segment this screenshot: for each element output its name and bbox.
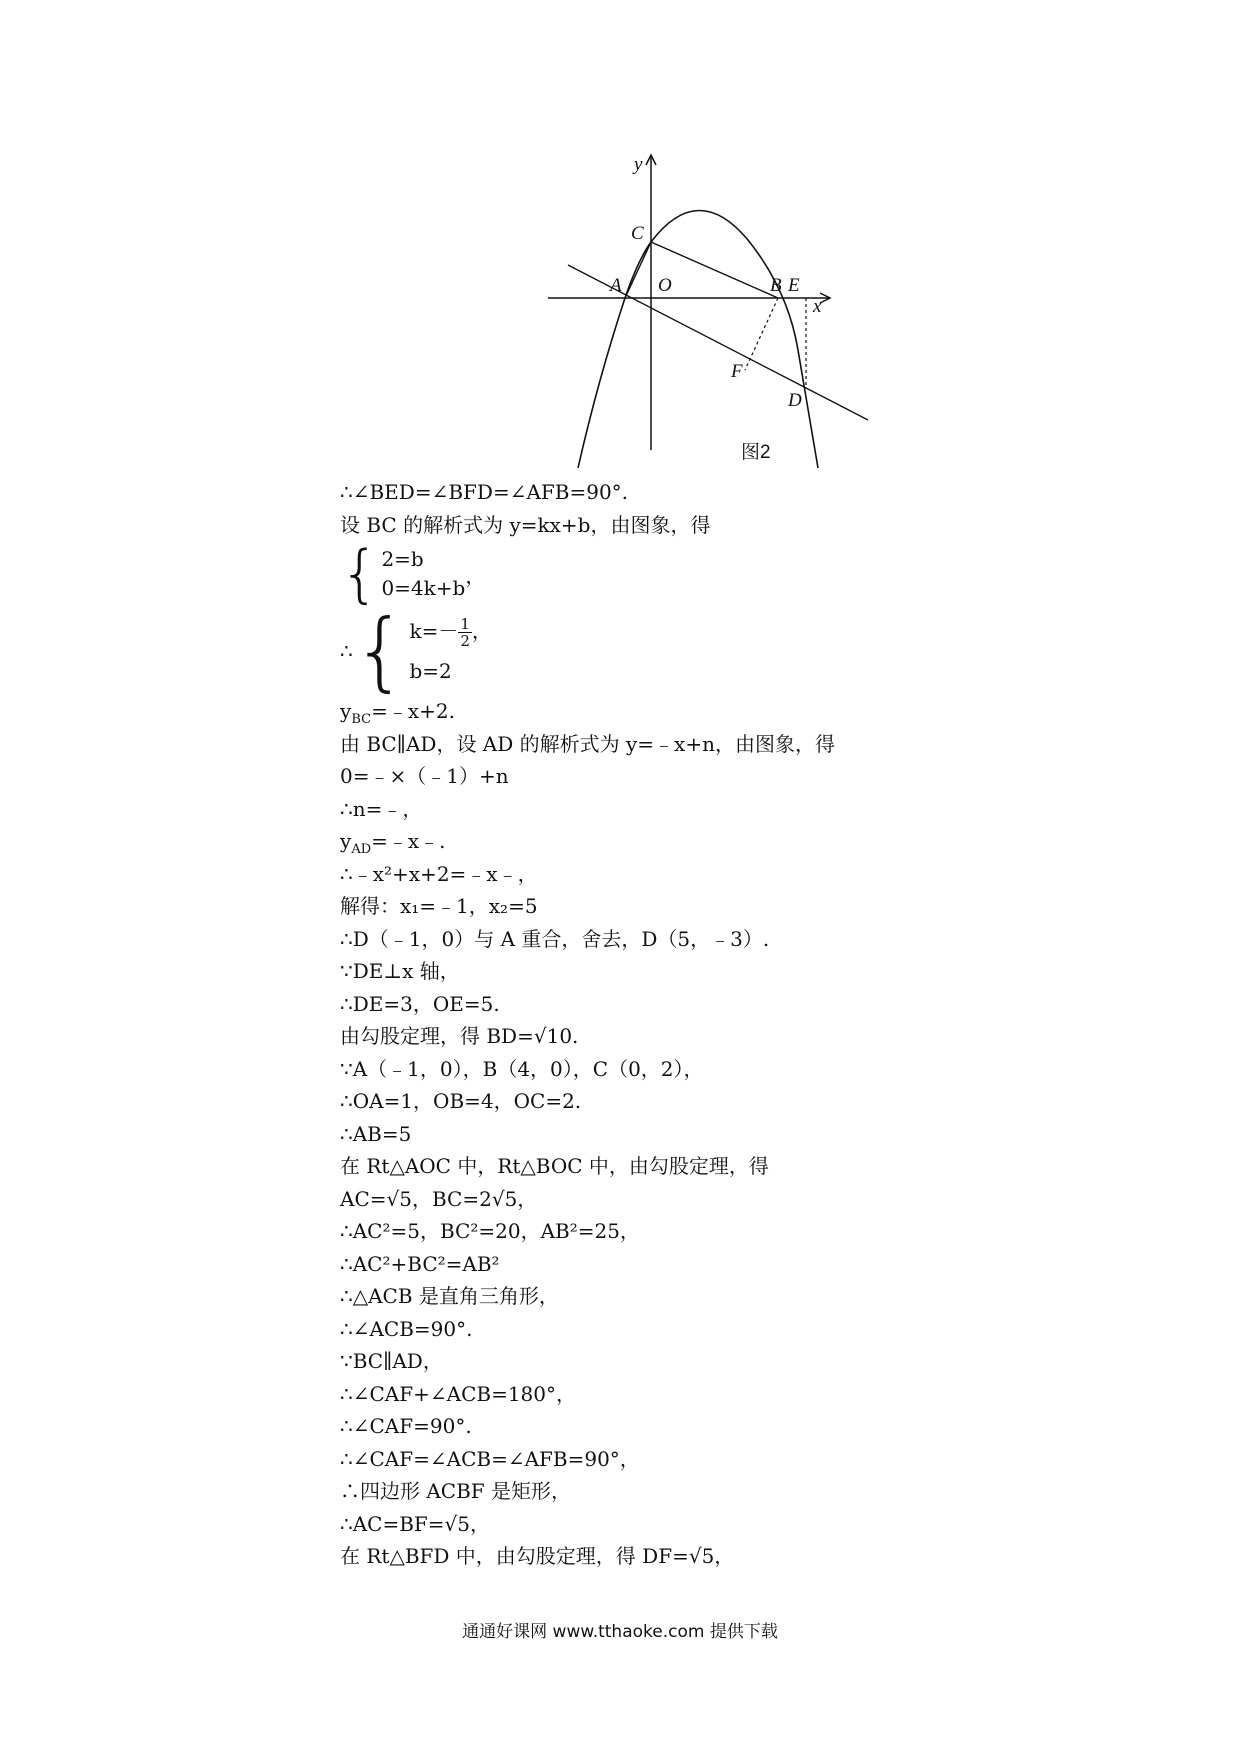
segment-ac <box>625 242 651 298</box>
equation-row: b=2 <box>409 659 452 683</box>
label-a: A <box>610 275 622 296</box>
parabola <box>578 210 818 468</box>
label-o: O <box>658 275 672 296</box>
equation-system-solution <box>340 601 900 701</box>
solution-line: $y_{BC}=﹣x+2$. <box>340 699 455 727</box>
solution-line: ∵DE⊥x 轴， <box>340 959 460 983</box>
solution-line: ∴AC²=5，BC²=20，AB²=25， <box>340 1219 640 1243</box>
solution-line: 在 Rt△AOC 中，Rt△BOC 中，由勾股定理，得 <box>340 1154 769 1178</box>
label-c: C <box>631 223 644 244</box>
solution-line: ∴D（﹣1，0）与 A 重合，舍去，D（5，﹣3）. <box>340 926 770 951</box>
solution-text <box>340 476 900 1573</box>
graph-svg <box>548 150 918 470</box>
solution-line: ∴AB=5 <box>340 1121 412 1146</box>
equation-tail: ， <box>465 563 486 588</box>
equation-row: 2=b <box>381 547 424 571</box>
solution-line: ∴∠BED=∠BFD=∠AFB=90°. <box>340 480 629 504</box>
equation-system <box>340 537 900 610</box>
figure-caption: 图2 <box>741 442 771 463</box>
solution-line: ∴DE=3，OE=5. <box>340 991 500 1016</box>
solution-line: ∴∠CAF=∠ACB=∠AFB=90°， <box>340 1446 640 1471</box>
solution-line: ∴∠CAF+∠ACB=180°， <box>340 1381 576 1406</box>
fraction-numerator: 1 <box>460 615 470 633</box>
solution-line: ∴△ACB 是直角三角形， <box>340 1284 559 1308</box>
solution-line: AC=√5，BC=2√5， <box>340 1186 538 1211</box>
brace-icon: { <box>340 537 380 610</box>
fraction-denominator: 2 <box>460 632 470 650</box>
label-b: B <box>770 275 782 296</box>
solution-line: ∴∠CAF=90°. <box>340 1414 472 1438</box>
segment-bf <box>745 298 778 370</box>
solution-line: 由 BC∥AD，设 AD 的解析式为 y=﹣x+n，由图象，得 <box>340 731 835 756</box>
solution-line: ∴AC²+BC²=AB² <box>340 1251 500 1276</box>
label-d: D <box>788 390 802 411</box>
solution-line: ∵BC∥AD， <box>340 1349 443 1373</box>
page-footer: 通通好课网 www.tthaoke.com 提供下载 <box>462 1622 778 1642</box>
solution-line: ∴n=﹣， <box>340 796 423 821</box>
label-y: y <box>634 154 643 175</box>
solution-line: 由勾股定理，得 BD=√10. <box>340 1024 579 1048</box>
label-e: E <box>788 275 800 296</box>
solution-line: 解得：x₁=﹣1，x₂=5 <box>340 894 538 918</box>
label-x: x <box>813 296 822 317</box>
equation-part: k=－ <box>409 619 459 643</box>
solution-line: ∴四边形 ACBF 是矩形， <box>340 1479 572 1503</box>
equation-part: ， <box>471 619 492 643</box>
brace-icon: { <box>352 601 408 701</box>
solution-line: ∴OA=1，OB=4，OC=2. <box>340 1089 582 1113</box>
figure-2 <box>548 150 918 470</box>
label-f: F <box>731 361 743 382</box>
solution-line: 0=﹣×（﹣1）+n <box>340 764 509 788</box>
therefore-symbol: ∴ <box>340 639 353 663</box>
solution-line: ∴∠ACB=90°. <box>340 1316 473 1341</box>
solution-line: ∵A（﹣1，0），B（4，0），C（0，2）， <box>340 1056 704 1081</box>
fraction <box>458 616 472 649</box>
solution-line: $y_{AD}=﹣x﹣$. <box>340 829 446 857</box>
solution-line: ∴AC=BF=√5， <box>340 1511 491 1536</box>
solution-line: 在 Rt△BFD 中，由勾股定理，得 DF=√5， <box>340 1544 735 1568</box>
solution-line: 设 BC 的解析式为 y=kx+b，由图象，得 <box>340 512 711 537</box>
solution-line: ∴﹣x²+x+2=﹣x﹣， <box>340 861 538 886</box>
equation-row: 0=4k+b <box>381 576 466 600</box>
equation-row <box>409 611 491 651</box>
